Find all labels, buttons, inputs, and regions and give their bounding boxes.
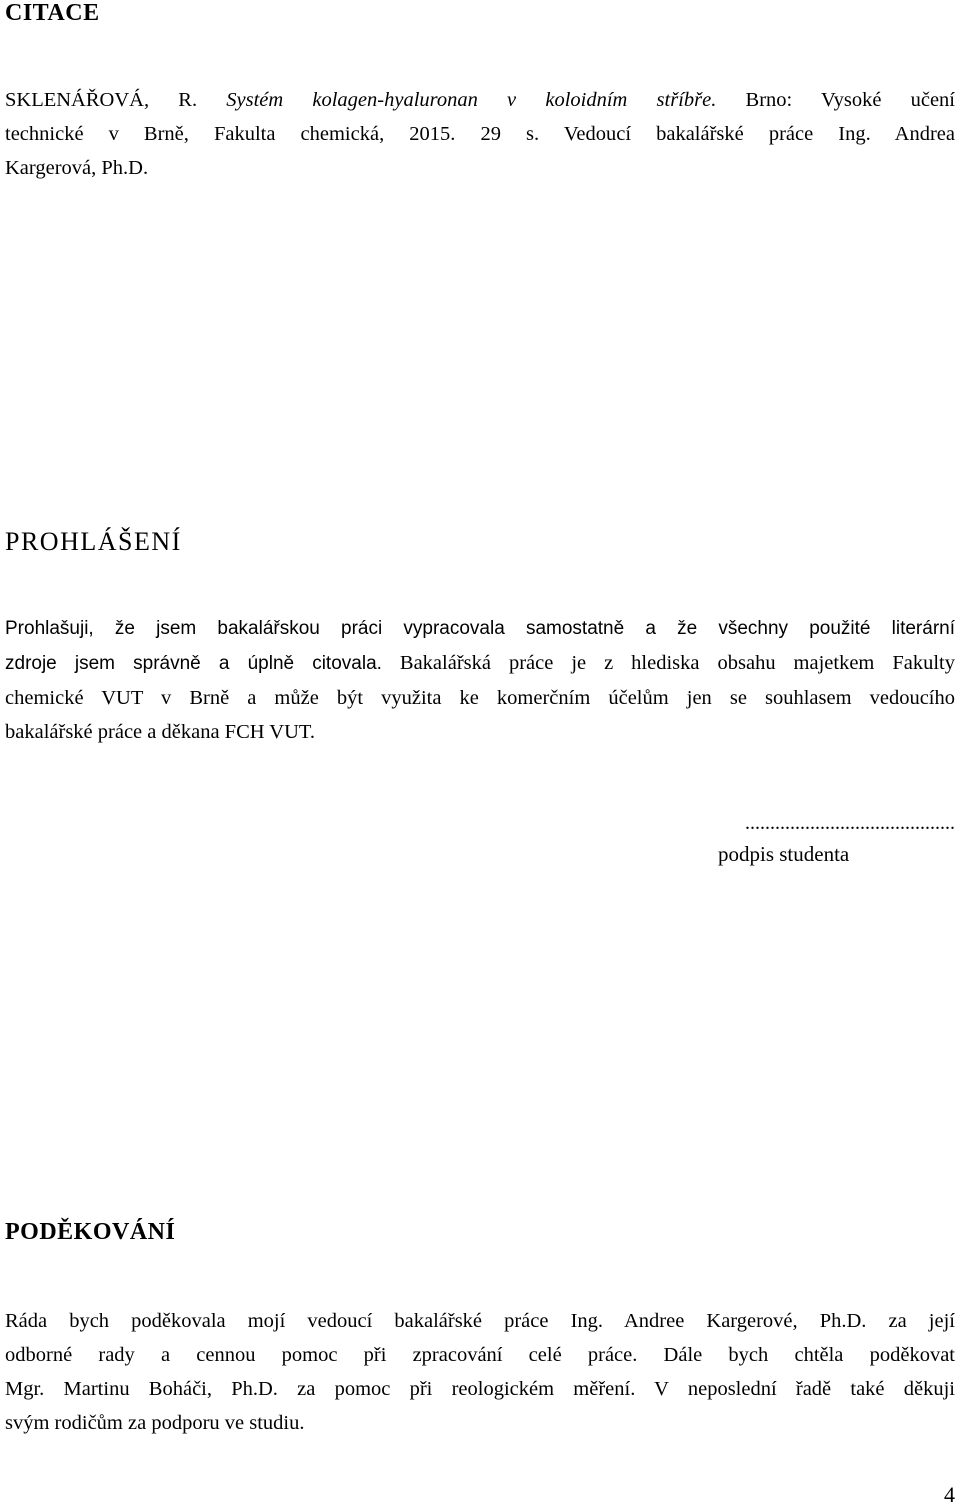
citation-heading: CITACE bbox=[5, 0, 100, 26]
declaration-line-1: Prohlašuji, že jsem bakalářskou práci vypracovala samostatně a že všechny použité literární bbox=[5, 618, 955, 639]
page-number: 4 bbox=[944, 1482, 955, 1507]
declaration-line-4: bakalářské práce a děkana FCH VUT. bbox=[5, 721, 316, 743]
citation-line-3: Kargerová, Ph.D. bbox=[5, 157, 149, 179]
acknowledgement-line-1: Ráda bych poděkovala mojí vedoucí bakalářské práce Ing. Andree Kargerové, Ph.D. za její bbox=[5, 1310, 955, 1332]
declaration-line-2a: zdroje jsem správně a úplně citovala. bbox=[5, 653, 382, 674]
citation-line-2: technické v Brně, Fakulta chemická, 2015. 29 s. Vedoucí bakalářské práce Ing. Andrea bbox=[5, 123, 955, 145]
acknowledgement-line-2: odborné rady a cennou pomoc při zpracování celé práce. Dále bych chtěla poděkovat bbox=[5, 1344, 955, 1366]
declaration-heading: PROHLÁŠENÍ bbox=[5, 527, 182, 556]
acknowledgement-line-3: Mgr. Martinu Boháči, Ph.D. za pomoc při reologickém měření. V neposlední řadě také děkuji bbox=[5, 1378, 955, 1400]
signature-dotted-line: .......................................... bbox=[745, 812, 955, 834]
acknowledgement-heading: PODĚKOVÁNÍ bbox=[5, 1219, 176, 1245]
citation-author: SKLENÁŘOVÁ, R. bbox=[5, 89, 227, 111]
acknowledgement-paragraph bbox=[5, 1304, 955, 1440]
acknowledgement-line-4: svým rodičům za podporu ve studiu. bbox=[5, 1412, 305, 1434]
declaration-paragraph bbox=[5, 612, 955, 749]
declaration-line-2 bbox=[5, 646, 955, 681]
citation-publisher: Brno: Vysoké učení bbox=[716, 89, 956, 111]
citation-line-1 bbox=[5, 83, 955, 117]
citation-paragraph bbox=[5, 83, 955, 185]
declaration-line-2b: Bakalářská práce je z hlediska obsahu majetkem Fakulty bbox=[381, 652, 956, 674]
declaration-line-3: chemické VUT v Brně a může být využita ke komerčním účelům jen se souhlasem vedoucího bbox=[5, 687, 955, 709]
signature-label: podpis studenta bbox=[718, 842, 850, 866]
citation-title: Systém kolagen-hyaluronan v koloidním stříbře. bbox=[226, 89, 717, 111]
